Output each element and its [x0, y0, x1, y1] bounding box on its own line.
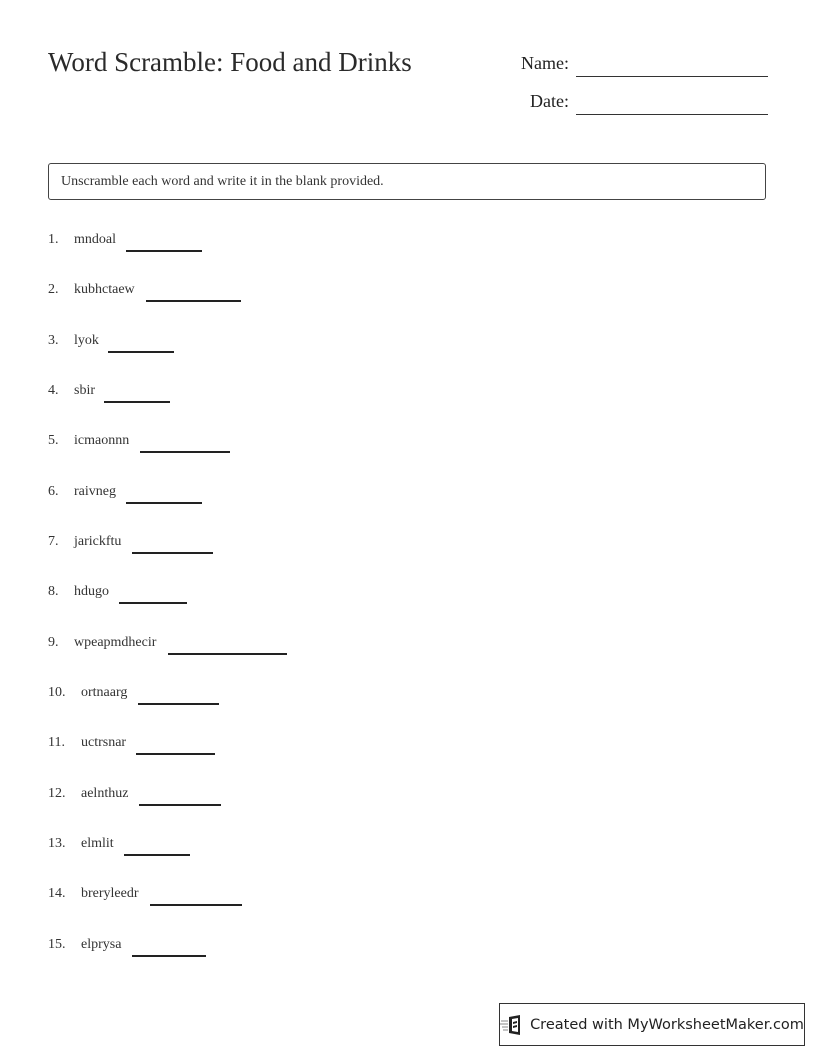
item-number: 13.: [48, 836, 66, 851]
footer-text: Created with MyWorksheetMaker.com: [530, 1016, 804, 1033]
item-number: 1.: [48, 232, 59, 247]
scrambled-word: elprysa: [81, 937, 122, 952]
scrambled-word: lyok: [74, 333, 99, 348]
scrambled-word: elmlit: [81, 836, 114, 851]
item-number: 5.: [48, 433, 59, 448]
answer-blank[interactable]: [140, 451, 230, 453]
answer-blank[interactable]: [119, 602, 187, 604]
scrambled-word: breryleedr: [81, 886, 139, 901]
scrambled-word: mndoal: [74, 232, 116, 247]
item-number: 14.: [48, 886, 66, 901]
item-number: 4.: [48, 383, 59, 398]
item-number: 10.: [48, 685, 66, 700]
item-number: 7.: [48, 534, 59, 549]
scrambled-word: uctrsnar: [81, 735, 127, 750]
item-number: 15.: [48, 937, 66, 952]
answer-blank[interactable]: [132, 552, 213, 554]
item-number: 3.: [48, 333, 59, 348]
scrambled-word: kubhctaew: [74, 282, 135, 297]
name-field-row: [500, 48, 768, 78]
answer-blank[interactable]: [168, 653, 287, 655]
item-number: 9.: [48, 635, 59, 650]
scrambled-word: hdugo: [74, 584, 109, 599]
answer-blank[interactable]: [146, 300, 241, 302]
date-blank[interactable]: [576, 114, 768, 115]
answer-blank[interactable]: [108, 351, 174, 353]
date-label: Date:: [530, 91, 569, 111]
scrambled-word: aelnthuz: [81, 786, 129, 801]
answer-blank[interactable]: [124, 854, 190, 856]
item-number: 2.: [48, 282, 59, 297]
name-label: Name:: [521, 53, 569, 73]
answer-blank[interactable]: [126, 502, 202, 504]
scrambled-word: icmaonnn: [74, 433, 130, 448]
scrambled-word: jarickftu: [74, 534, 122, 549]
answer-blank[interactable]: [139, 804, 221, 806]
answer-blank[interactable]: [136, 753, 215, 755]
footer-badge[interactable]: [499, 1003, 805, 1046]
answer-blank[interactable]: [150, 904, 242, 906]
instructions-box: Unscramble each word and write it in the blank provided.: [48, 163, 766, 200]
item-number: 12.: [48, 786, 66, 801]
scrambled-word: sbir: [74, 383, 95, 398]
answer-blank[interactable]: [104, 401, 170, 403]
answer-blank[interactable]: [138, 703, 219, 705]
answer-blank[interactable]: [132, 955, 206, 957]
answer-blank[interactable]: [126, 250, 202, 252]
worksheet-maker-logo-icon: [500, 1014, 524, 1036]
scrambled-word: raivneg: [74, 484, 116, 499]
scrambled-word: ortnaarg: [81, 685, 128, 700]
date-field-row: [500, 86, 768, 116]
item-number: 11.: [48, 735, 65, 750]
scrambled-word: wpeapmdhecir: [74, 635, 157, 650]
item-number: 8.: [48, 584, 59, 599]
item-number: 6.: [48, 484, 59, 499]
name-blank[interactable]: [576, 76, 768, 77]
page-title: Word Scramble: Food and Drinks: [48, 47, 412, 77]
